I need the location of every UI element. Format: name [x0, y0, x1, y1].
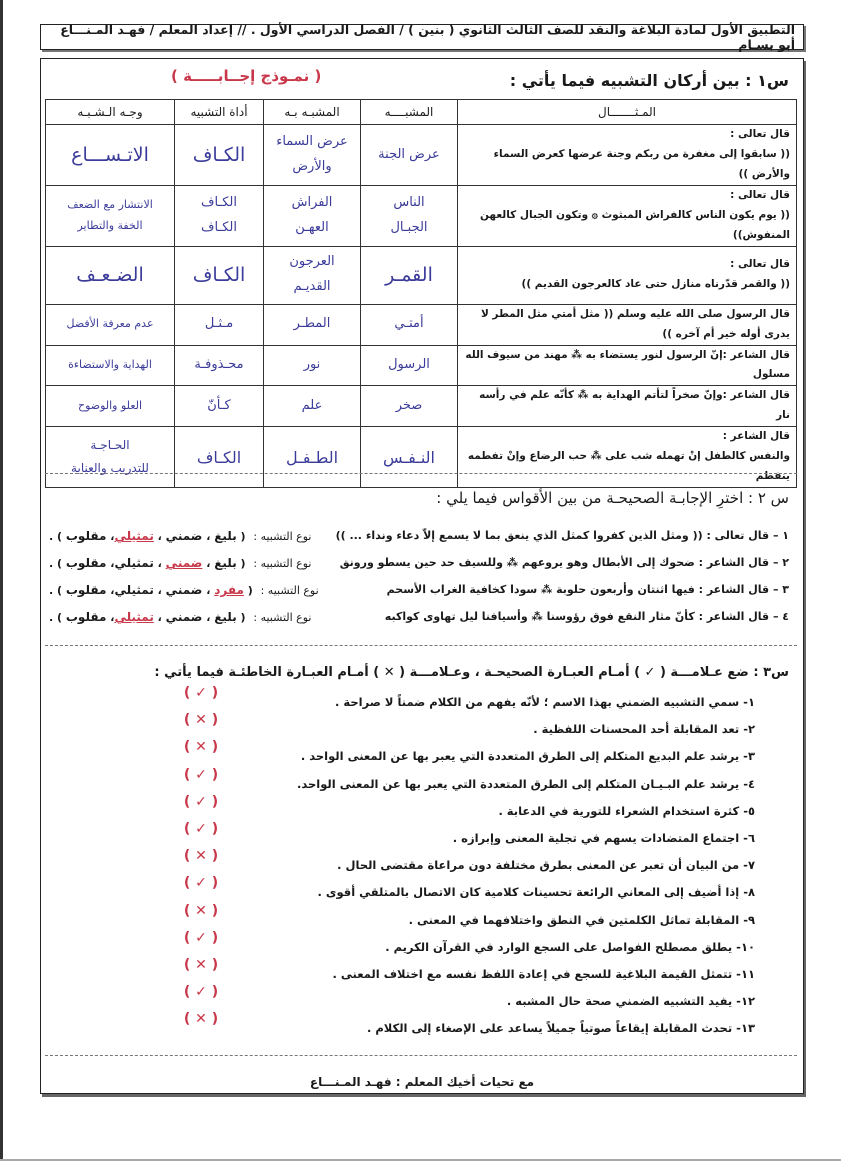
col-mushabbah: المشبــــه	[361, 100, 458, 125]
answer-mark: ( ✕ )	[183, 848, 219, 865]
mushabbah-bih-cell: الطـفـل	[264, 427, 361, 488]
wajh-2: الخفة والتطاير	[77, 218, 143, 232]
table-row	[46, 246, 797, 304]
footer-signature: مع تحيات أخيك المعلم : فهـد المـنـــاع	[309, 1075, 535, 1089]
type-label: نوع التشبيه :	[253, 611, 312, 624]
table-row	[46, 427, 797, 488]
q2-statement: ١ – قال تعالى : (( ومثل الذين كفروا كمثل الذي ينعق بما لا يسمع إلاّ دعاء ونداء ... ))	[335, 529, 789, 542]
wajh-1: الحـاجـة	[90, 438, 130, 453]
option[interactable]: بليغ	[214, 610, 237, 624]
answer-mark: ( ✓ )	[183, 685, 219, 701]
option[interactable]: بليغ	[214, 529, 237, 543]
q2-options: نوع التشبيه : ( بليغ ، ضمني ، تمثيلي، مقلوب ) .	[49, 556, 312, 570]
table-row	[46, 125, 797, 186]
example-intro: قال تعالى :	[730, 258, 790, 271]
example-text: (( سابقوا إلى مغفرة من ربكم وجنة عرضها كعرض السماء والأرض ))	[493, 147, 790, 180]
mushabbah-cell: صخر	[361, 386, 458, 427]
example-text: (( يوم يكون الناس كالفراش المبثوث ۞ وتكون الجبال كالعهن المنفوش))	[479, 208, 790, 241]
wajh-cell: الضـعـف	[46, 246, 175, 304]
adah-2: الكـاف	[201, 219, 237, 235]
mushabbah-bih-cell: علم	[264, 386, 361, 427]
wajh-cell: الهداية والاستضاءة	[46, 345, 175, 386]
question-2-title: س ٢ : اخترِ الإجابـة الصحيحـة من بين الأقواس فيما يلي :	[436, 489, 789, 507]
q3-statement: ٢- تعد المقابلة أحد المحسنات اللفظية .	[533, 722, 755, 737]
col-mushabbah-bih: المشبـه بـه	[264, 100, 361, 125]
adah-cell: الكـاف	[175, 427, 264, 488]
wajh-cell	[46, 427, 175, 488]
q3-statement: ١٠- يطلق مصطلح الفواصل على السجع الوارد في القرآن الكريم .	[385, 939, 755, 954]
question-1-title: س١ : بين أركان التشبيه فيما يأتي :	[509, 71, 789, 90]
q3-statement: ٩- المقابلة تماثل الكلمتين في النطق واختلافهما في المعنى .	[408, 912, 755, 927]
q3-statement: ٤- يرشد علم البـيـان المتكلم إلى الطرق المتعددة التي يعبر بها عن المعنى الواحد.	[296, 776, 755, 791]
q2-statement: ٤ – قال الشاعر : كأنّ مثار النقع فوق رؤوسنا ⁂ وأسيافنا ليل تهاوى كواكبه	[384, 610, 789, 623]
option-selected[interactable]: تمثيلي	[114, 529, 154, 543]
q2-item	[49, 529, 789, 542]
wajh-1: الانتشار مع الضعف	[67, 197, 153, 211]
answer-mark: ( ✕ )	[183, 712, 219, 729]
table-row	[46, 345, 797, 386]
table-header-row	[46, 100, 797, 125]
section-divider	[45, 645, 797, 646]
adah-cell: مـثـل	[175, 304, 264, 345]
example-cell	[458, 246, 797, 304]
q2-options: نوع التشبيه : ( بليغ ، ضمني ، تمثيلي، مقلوب ) .	[49, 529, 312, 543]
question-3-title: س٣ : ضع عـلامـــة ( ✓ ) أمـام العبـارة الصحيحـة ، وعـلامـــة ( ✕ ) أمـام العبـارة الخاطئـة فيما يأتي :	[154, 665, 789, 680]
mushabbah-cell: النـفـس	[361, 427, 458, 488]
q3-statement: ١- سمي التشبيه الضمني بهذا الاسم ؛ لأنّه يفهم من الكلام ضمناً لا صراحة .	[335, 695, 755, 709]
mushabbah-bih-cell	[264, 246, 361, 304]
table-row	[46, 185, 797, 246]
example-text: (( والقمر قدّرناه منازل حتى عاد كالعرجون القديم ))	[521, 278, 790, 291]
wajh-cell: الاتـســـاع	[46, 125, 175, 186]
option[interactable]: مقلوب	[65, 556, 107, 570]
example-cell	[458, 125, 797, 186]
q2-item	[49, 583, 789, 596]
col-example: المـثـــــــال	[458, 100, 797, 125]
adah-cell: الكـاف	[175, 125, 264, 186]
q3-statement: ١٣- تحدث المقابلة إيقاعاً صوتياً جميلاً يساعد على الإصغاء إلى الكلام .	[366, 1021, 755, 1036]
mushabbah-1: الناس	[393, 195, 425, 211]
option[interactable]: ضمني	[165, 529, 203, 543]
example-intro: قال تعالى :	[730, 128, 790, 140]
mushabbah-bih-2: العهـن	[295, 219, 329, 235]
answer-mark: ( ✓ )	[183, 984, 219, 1001]
wajh-cell	[46, 185, 175, 246]
mushabbah-cell: الرسول	[361, 345, 458, 386]
q2-statement: ٣ – قال الشاعر : فيها اثنتان وأربعون حلوبة ⁂ سودا كخافية الغراب الأسحم	[386, 583, 789, 596]
model-answer-label: ( نمـوذج إجــابـــــة )	[171, 67, 322, 85]
answer-mark: ( ✕ )	[183, 902, 219, 919]
adah-cell: محـذوفـة	[175, 345, 264, 386]
mushabbah-cell	[361, 185, 458, 246]
type-label: نوع التشبيه :	[253, 557, 312, 570]
example-cell: قال الشاعر :وإنّ صخراً لتأتم الهداية به ⁂ كأنّه علم في رأسه نار	[458, 386, 797, 427]
scan-edge	[0, 0, 3, 1161]
q3-statement: ٧- من البيان أن تعبر عن المعنى بطرق مختلفة دون مراعاة مقتضى الحال .	[337, 858, 755, 873]
q3-statement: ٣- يرشد علم البديع المتكلم إلى الطرق المتعددة التي يعبر بها عن المعنى الواحد .	[300, 749, 755, 764]
example-cell	[458, 427, 797, 488]
q3-statement: ٨- إذا أضيف إلى المعاني الرائعة تحسينات كلامية كان الاتصال بالمتلقي أقوى .	[317, 885, 755, 900]
answer-mark: ( ✓ )	[183, 821, 219, 837]
example-intro: قال تعالى :	[730, 188, 790, 201]
header-title: التطبيق الأول لمادة البلاغة والنقد للصف الثالث الثانوي ( بنين ) / الفصل الدراسي الأول . // إعداد المعلم / فهـد المـنـــاع أبو بسـام	[60, 22, 795, 52]
option[interactable]: ضمني	[165, 610, 203, 624]
q2-options: نوع التشبيه : ( مفرد ، ضمني ، تمثيلي، مقلوب ) .	[49, 583, 319, 597]
answer-mark: ( ✓ )	[183, 929, 219, 946]
q2-item	[49, 556, 789, 569]
q3-statement: ٥- كثرة استخدام الشعراء للتورية في الدعابة .	[498, 803, 755, 818]
adah-1: الكـاف	[201, 195, 237, 211]
col-adah: أداة التشبيه	[175, 100, 264, 125]
option[interactable]: بليغ	[214, 556, 237, 570]
answer-mark: ( ✕ )	[183, 957, 219, 973]
mushabbah-bih-2: القديـم	[293, 279, 331, 295]
answer-mark: ( ✓ )	[183, 766, 219, 783]
similes-table	[45, 99, 797, 488]
option[interactable]: مقلوب	[65, 529, 107, 543]
option[interactable]: ضمني	[165, 583, 203, 597]
worksheet-body	[40, 58, 804, 1094]
adah-cell: كـأنّ	[175, 386, 264, 427]
adah-cell	[175, 185, 264, 246]
table-row	[46, 386, 797, 427]
type-label: نوع التشبيه :	[253, 530, 312, 543]
section-divider	[45, 1055, 797, 1056]
mushabbah-bih-cell: نور	[264, 345, 361, 386]
option[interactable]: مقلوب	[65, 583, 107, 597]
type-label: نوع التشبيه :	[260, 584, 319, 597]
q2-statement: ٢ – قال الشاعر : ضحوك إلى الأبطال وهو يروعهم ⁂ وللسيف حد حين يسطو ورونق	[339, 556, 789, 569]
mushabbah-bih-cell: المطـر	[264, 304, 361, 345]
mushabbah-cell: عرض الجنة	[361, 125, 458, 186]
mushabbah-bih-cell	[264, 185, 361, 246]
wajh-cell: العلو والوضوح	[46, 386, 175, 427]
mushabbah-cell: القمـر	[361, 246, 458, 304]
adah-cell: الكـاف	[175, 246, 264, 304]
q3-statement: ١٢- يفيد التشبيه الضمني صحة حال المشبه .	[506, 994, 755, 1009]
example-cell: قال الشاعر :إنّ الرسول لنور يستضاء به ⁂ مهند من سيوف الله مسلول	[458, 345, 797, 386]
option-selected[interactable]: تمثيلي	[114, 610, 154, 624]
option[interactable]: تمثيلي	[114, 583, 154, 597]
q3-statement: ١١- تتمثل القيمة البلاغية للسجع في إعادة اللفظ نفسه مع اختلاف المعنى .	[332, 967, 755, 981]
section-divider	[45, 473, 797, 474]
table-row	[46, 304, 797, 345]
q3-statement: ٦- اجتماع المتضادات يسهم في تجلية المعنى وإبرازه .	[452, 831, 755, 845]
mushabbah-bih-1: الفراش	[291, 195, 333, 211]
answer-mark: ( ✕ )	[183, 1011, 219, 1028]
worksheet-header	[40, 24, 804, 50]
example-cell	[458, 185, 797, 246]
answer-mark: ( ✓ )	[183, 875, 219, 892]
example-intro: قال الشاعر :	[722, 430, 790, 443]
mushabbah-bih-cell: عرض السماء والأرض	[264, 125, 361, 186]
option-selected[interactable]: ضمني	[165, 556, 203, 570]
q2-options: نوع التشبيه : ( بليغ ، ضمني ، تمثيلي، مقلوب ) .	[49, 610, 312, 624]
option[interactable]: مقلوب	[65, 610, 107, 624]
wajh-cell: عدم معرفة الأفضل	[46, 304, 175, 345]
option[interactable]: تمثيلي	[114, 556, 154, 570]
option-selected[interactable]: مفرد	[214, 583, 244, 597]
mushabbah-2: الجبـال	[390, 219, 428, 235]
example-text: والنفس كالطفل إنْ تهمله شب على ⁂ حب الرضاع وإنْ تفطمه ينفطم	[467, 450, 790, 483]
mushabbah-cell: أمتـي	[361, 304, 458, 345]
answer-mark: ( ✓ )	[183, 793, 219, 810]
wajh-2: للتدريب والعناية	[71, 461, 149, 476]
q2-item	[49, 610, 789, 623]
col-wajh: وجـه الـشـبـه	[46, 100, 175, 125]
mushabbah-bih-1: العرجون	[289, 254, 335, 270]
example-cell: قال الرسول صلى الله عليه وسلم (( مثل أمتي مثل المطر لا يدرى أوله خير أم آخره ))	[458, 304, 797, 345]
answer-mark: ( ✕ )	[183, 739, 219, 756]
